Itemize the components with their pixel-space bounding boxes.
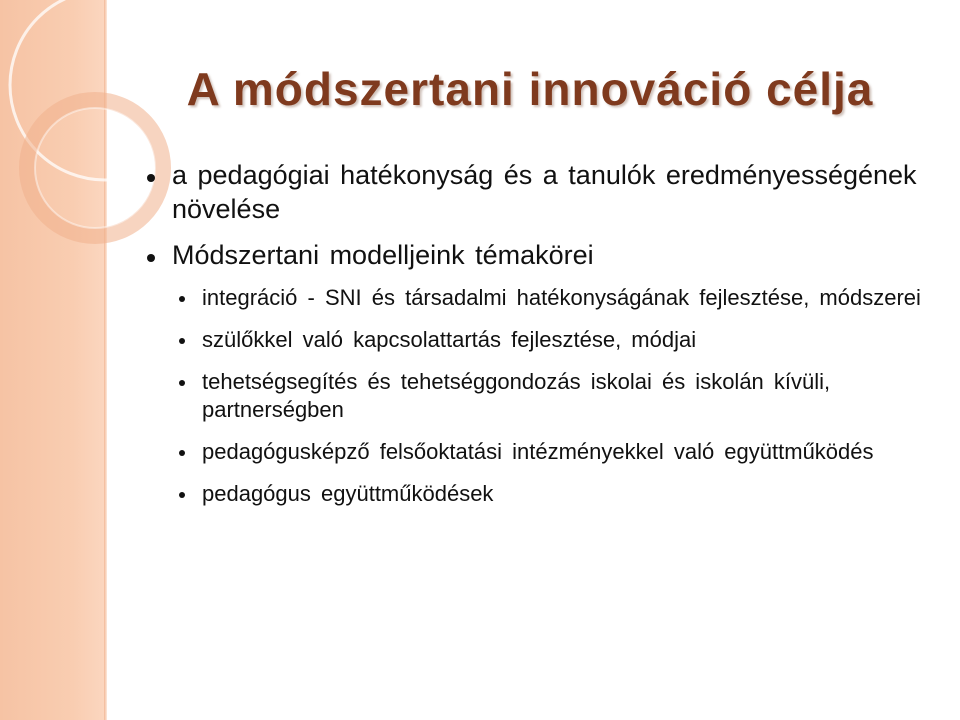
bullet-item <box>140 158 940 226</box>
bullet-text: Módszertani modelljeink témakörei <box>172 240 594 270</box>
sub-bullet-item <box>140 480 940 508</box>
sub-bullet-text: pedagógusképző felsőoktatási intézményekkel való együttműködés <box>202 439 874 464</box>
bullet-text: a pedagógiai hatékonyság és a tanulók eredményességének növelése <box>172 160 917 224</box>
slide-title: A módszertani innováció célja <box>186 63 874 115</box>
bullet-dot-icon <box>147 174 155 182</box>
sub-bullet-dot-icon <box>179 380 185 386</box>
sub-bullet-item <box>140 284 940 312</box>
sub-bullet-item <box>140 368 940 424</box>
sub-bullet-dot-icon <box>179 492 185 498</box>
bullet-list <box>140 158 940 522</box>
sub-bullet-text: szülőkkel való kapcsolattartás fejlesztése, módjai <box>202 327 697 352</box>
sub-bullet-text: integráció - SNI és társadalmi hatékonyságának fejlesztése, módszerei <box>202 285 921 310</box>
sub-bullet-dot-icon <box>179 296 185 302</box>
sub-bullet-text: tehetségsegítés és tehetséggondozás iskolai és iskolán kívüli, partnerségben <box>202 369 831 422</box>
sub-bullet-item <box>140 326 940 354</box>
bullet-item <box>140 238 940 272</box>
inner-ring-highlight <box>35 108 155 228</box>
sub-bullet-item <box>140 438 940 466</box>
bullet-dot-icon <box>147 254 155 262</box>
sub-bullet-dot-icon <box>179 338 185 344</box>
sub-bullet-text: pedagógus együttműködések <box>202 481 494 506</box>
sub-bullet-dot-icon <box>179 450 185 456</box>
